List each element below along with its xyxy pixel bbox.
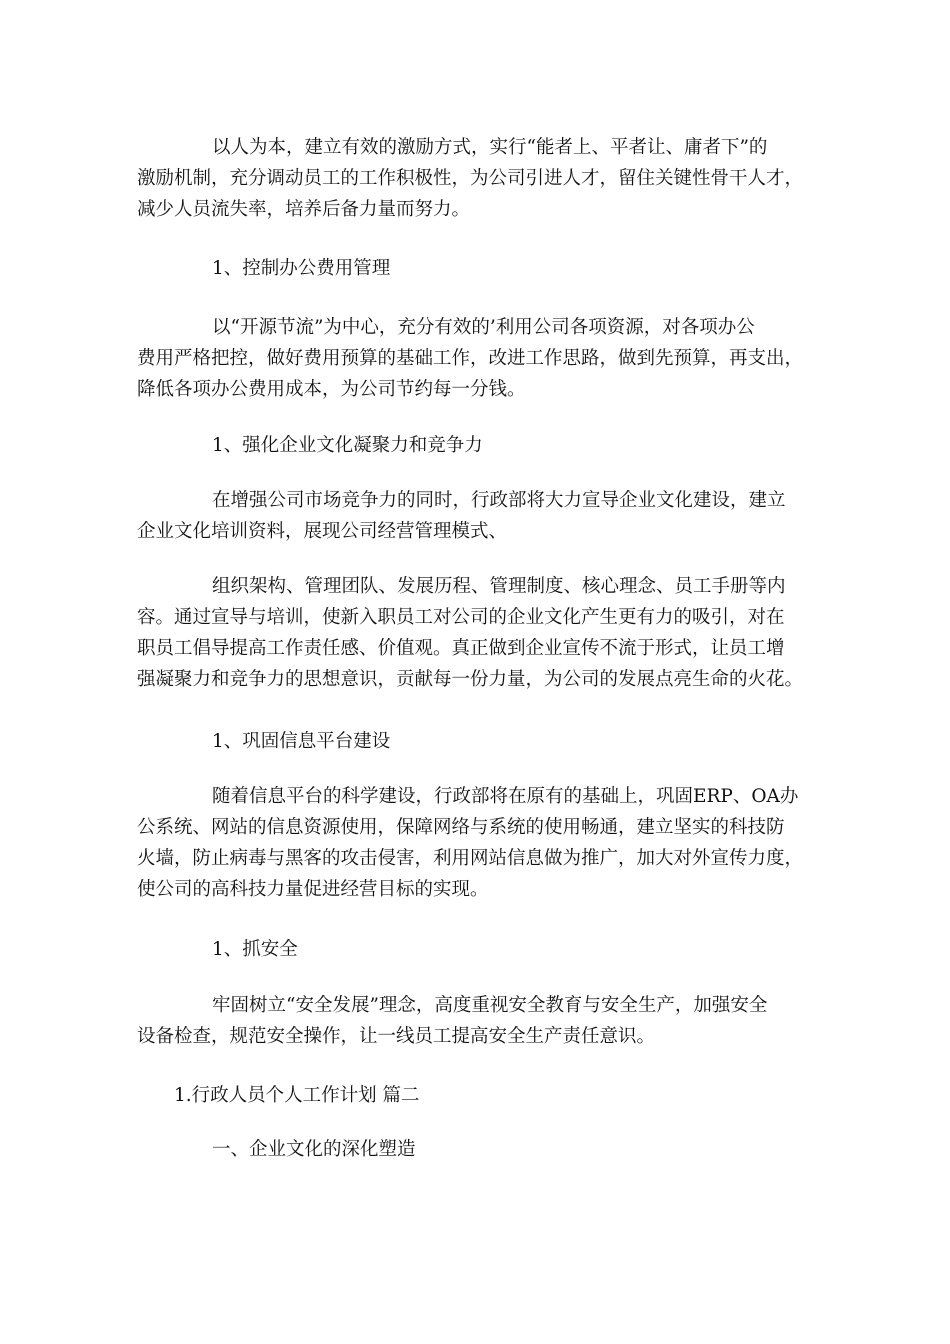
text-line: 减少人员流失率，培养后备力量而努力。: [137, 199, 471, 220]
text-line: 公系统、网站的信息资源使用，保障网络与系统的使用畅通，建立坚实的科技防: [137, 817, 785, 838]
heading-office-expense: 1、控制办公费用管理: [212, 258, 391, 279]
section-title: 1.行政人员个人工作计划 篇二: [174, 1085, 420, 1106]
text-line: 牢固树立“安全发展”理念，高度重视安全教育与安全生产，加强安全: [212, 995, 768, 1016]
heading-corporate-culture: 1、强化企业文化凝聚力和竞争力: [212, 435, 483, 456]
text-line: 降低各项办公费用成本，为公司节约每一分钱。: [137, 379, 526, 400]
text-line: 以人为本，建立有效的激励方式，实行“能者上、平者让、庸者下”的: [212, 137, 768, 158]
paragraph-incentive: [137, 132, 827, 225]
paragraph-safety: [137, 990, 827, 1052]
text-line: 随着信息平台的科学建设，行政部将在原有的基础上，巩固ERP、OA办: [212, 786, 799, 807]
text-line: 企业文化培训资料，展现公司经营管理模式、: [137, 521, 508, 542]
text-line: 职员工倡导提高工作责任感、价值观。真正做到企业宣传不流于形式，让员工增: [137, 638, 785, 659]
heading-info-platform: 1、巩固信息平台建设: [212, 731, 391, 752]
subsection-title: 一、企业文化的深化塑造: [212, 1139, 416, 1160]
paragraph-culture-intro: [137, 485, 827, 547]
text-line: 火墙，防止病毒与黑客的攻击侵害，利用网站信息做为推广，加大对外宣传力度，: [137, 848, 804, 869]
text-line: 费用严格把控，做好费用预算的基础工作，改进工作思路，做到先预算，再支出，: [137, 348, 804, 369]
text-line: 以“开源节流”为中心，充分有效的’利用公司各项资源，对各项办公: [212, 317, 755, 338]
paragraph-info-platform: [137, 781, 827, 905]
heading-safety: 1、抓安全: [212, 939, 298, 960]
text-line: 在增强公司市场竞争力的同时，行政部将大力宣导企业文化建设，建立: [212, 490, 786, 511]
text-line: 设备检查，规范安全操作，让一线员工提高安全生产责任意识。: [137, 1026, 656, 1047]
text-line: 容。通过宣导与培训，使新入职员工对公司的企业文化产生更有力的吸引，对在: [137, 607, 785, 628]
text-line: 激励机制，充分调动员工的工作积极性，为公司引进人才，留住关键性骨干人才，: [137, 168, 804, 189]
text-line: 强凝聚力和竞争力的思想意识，贡献每一份力量，为公司的发展点亮生命的火花。: [137, 669, 804, 690]
text-line: 组织架构、管理团队、发展历程、管理制度、核心理念、员工手册等内: [212, 576, 786, 597]
text-line: 使公司的高科技力量促进经营目标的实现。: [137, 879, 489, 900]
paragraph-office-expense: [137, 312, 827, 405]
paragraph-culture-detail: [137, 571, 827, 695]
